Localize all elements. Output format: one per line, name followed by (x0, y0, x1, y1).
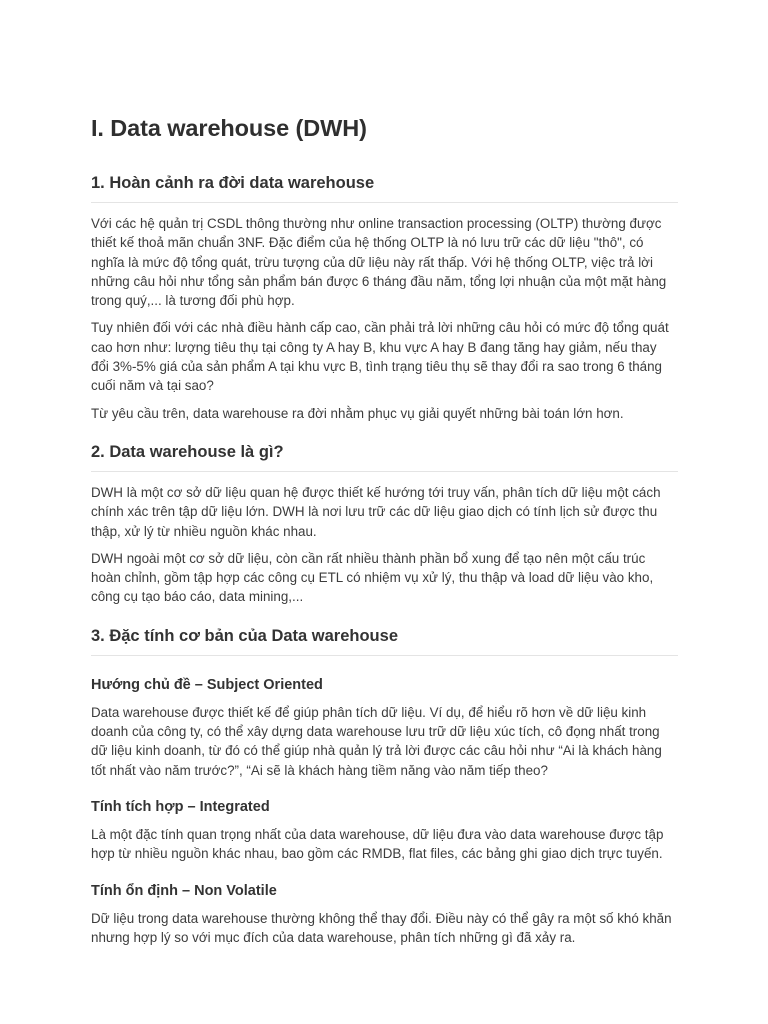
paragraph: Từ yêu cầu trên, data warehouse ra đời nhằm phục vụ giải quyết những bài toán lớn hơn. (91, 405, 624, 421)
paragraph: DWH ngoài một cơ sở dữ liệu, còn cần rất nhiều thành phần bổ xung để tạo nên một cấu trúc hoàn chỉnh, gồm tập hợp các công cụ ETL có nhiệm vụ xử lý, thu thập và load dữ liệu vào kho, công cụ tạo báo cáo, data mining,... (91, 550, 654, 605)
paragraph: DWH là một cơ sở dữ liệu quan hệ được thiết kế hướng tới truy vấn, phân tích dữ liệu một cách chính xác trên tập dữ liệu lớn. DWH là nơi lưu trữ các dữ liệu giao dịch có tính lịch sử được thu thập, xử lý từ nhiều nguồn khác nhau. (91, 484, 661, 539)
paragraph: Data warehouse được thiết kế để giúp phân tích dữ liệu. Ví dụ, để hiểu rõ hơn về dữ liệu kinh doanh của công ty, có thể xây dựng data warehouse lưu trữ dữ liệu xúc tích, cô đọng nhất trong dữ liệu kinh doanh, từ đó có thể giúp nhà quản lý trả lời được các câu hỏi như “Ai là khách hàng tốt nhất vào năm trước?”, “Ai sẽ là khách hàng tiềm năng vào năm tiếp theo? (91, 704, 662, 778)
subsection-heading: Hướng chủ đề – Subject Oriented (91, 676, 323, 693)
section-heading: 2. Data warehouse là gì? (91, 441, 678, 472)
section-heading: 1. Hoàn cảnh ra đời data warehouse (91, 172, 678, 203)
paragraph: Với các hệ quản trị CSDL thông thường như online transaction processing (OLTP) thường được thiết kế thoả mãn chuẩn 3NF. Đặc điểm của hệ thống OLTP là nó lưu trữ các dữ liệu "thô", có nghĩa là mức độ tổng quát, trừu tượng của dữ liệu này rất thấp. Với hệ thống OLTP, việc trả lời những câu hỏi như tổng sản phẩm bán được 6 tháng đầu năm, tổng lợi nhuận của một mặt hàng trong quý,... là tương đối phù hợp. (91, 216, 667, 309)
paragraph: Là một đặc tính quan trọng nhất của data warehouse, dữ liệu đưa vào data warehouse được tập hợp từ nhiều nguồn khác nhau, bao gồm các RMDB, flat files, các bảng ghi giao dịch trực tuyến. (91, 826, 664, 862)
section-background (91, 172, 678, 423)
subsection-heading: Tính tích hợp – Integrated (91, 798, 270, 815)
section-definition (91, 441, 678, 607)
paragraph: Tuy nhiên đối với các nhà điều hành cấp cao, cần phải trả lời những câu hỏi có mức độ tổng quát cao hơn như: lượng tiêu thụ tại công ty A hay B, khu vực A hay B đang tăng hay giảm, nếu thay đổi 3%-5% giá của sản phẩm A tại khu vực B, tình trạng tiêu thụ sẽ thay đổi ra sao trong 6 tháng cuối năm và tại sao? (91, 320, 669, 394)
subsection-heading: Tính ổn định – Non Volatile (91, 882, 277, 899)
section-characteristics (91, 625, 678, 947)
document-title: I. Data warehouse (DWH) (91, 115, 367, 141)
paragraph: Dữ liệu trong data warehouse thường không thể thay đổi. Điều này có thể gây ra một số khó khăn nhưng hợp lý so với mục đích của data warehouse, phân tích những gì đã xảy ra. (91, 910, 672, 945)
section-heading: 3. Đặc tính cơ bản của Data warehouse (91, 625, 678, 656)
